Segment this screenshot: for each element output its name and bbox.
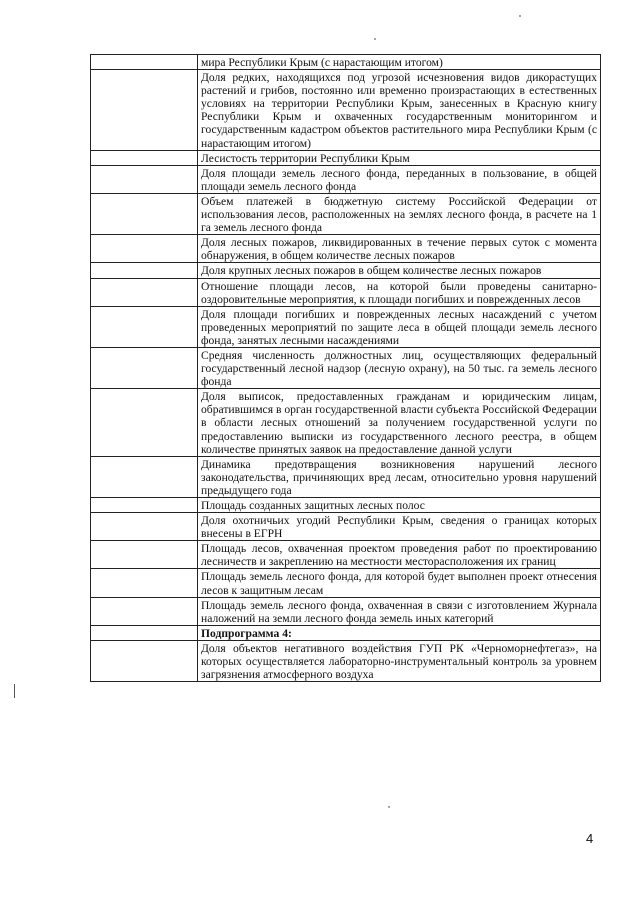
indicator-cell [198,193,601,234]
empty-cell [91,306,198,347]
indicator-text: Лесистость территории Республики Крым [201,151,410,165]
indicator-text: Площадь земель лесного фонда, для которой будет выполнен проект отнесения лесов к защитным лесам [201,570,597,597]
table-row [91,640,601,681]
indicator-cell [198,347,601,388]
table-row [91,306,601,347]
indicator-cell [198,165,601,193]
indicator-cell [198,640,601,681]
indicator-text: Динамика предотвращения возникновения нарушений лесного законодательства, причиняющих вред лесам, относительно уровня нарушений предыдущего года [201,457,597,497]
indicator-text: Площадь лесов, охваченная проектом проведения работ по проектированию лесничеств и закреплению на местности месторасположения их границ [201,542,597,569]
indicator-cell [198,498,601,513]
scan-speck [519,15,521,17]
indicator-text: Доля выписок, предоставленных гражданам и юридическим лицам, обратившимся в орган государственной власти субъекта Российской Федерации в области лесных отношений за получением государственной услуги по предоставлению выписки из государственного лесного реестра, в общем количестве принятых заявок на предоставление данной услуги [201,390,597,456]
empty-cell [91,541,198,569]
indicator-cell [198,513,601,541]
indicator-text: Средняя численность должностных лиц, осуществляющих федеральный государственный лесной надзор (лесную охрану), на 50 тыс. га земель лесного фонда [201,348,597,389]
table-row [91,541,601,569]
scan-speck [374,38,376,40]
indicator-cell [198,625,601,640]
indicator-text: Доля крупных лесных пожаров в общем количестве лесных пожаров [201,264,542,278]
table-row [91,513,601,541]
subprogram-heading: Подпрограмма 4: [201,626,292,640]
table-body [91,55,601,682]
table-row [91,456,601,497]
indicator-cell [198,456,601,497]
indicator-text: Доля охотничьих угодий Республики Крым, сведения о границах которых внесены в ЕГРН [201,514,597,541]
table-row [91,70,601,151]
empty-cell [91,193,198,234]
indicator-cell [198,55,601,70]
empty-cell [91,235,198,263]
scan-mark [14,684,15,698]
indicator-text: Доля объектов негативного воздействия ГУП РК «Черноморнефтегаз», на которых осуществляется лабораторно-инструментальный контроль за уровнем загрязнения атмосферного воздуха [201,641,597,682]
indicators-table [90,54,601,682]
empty-cell [91,389,198,456]
table-row [91,193,601,234]
table-row [91,625,601,640]
empty-cell [91,597,198,625]
empty-cell [91,498,198,513]
indicator-text: Доля редких, находящихся под угрозой исчезновения видов дикорастущих растений и грибов, постоянно или временно произрастающих в естественных условиях на территории Республики Крым, занесенных в Красную книгу Республики Крым и охваченных государственным мониторингом и государственным кадастром объектов растительного мира Республики Крым (с нарастающим итогом) [201,71,597,150]
indicator-cell [198,597,601,625]
indicator-text: Доля площади земель лесного фонда, переданных в пользование, в общей площади земель лесного фонда [201,166,597,193]
empty-cell [91,263,198,278]
indicator-cell [198,278,601,306]
indicator-text: Доля площади погибших и поврежденных лесных насаждений с учетом проведенных мероприятий по защите леса в общей площади земель лесного фонда, занятых лесными насаждениями [201,307,597,347]
indicator-text: Доля лесных пожаров, ликвидированных в течение первых суток с момента обнаружения, в общем количестве лесных пожаров [201,236,597,263]
scan-speck [388,806,390,808]
indicator-cell [198,235,601,263]
table-row [91,150,601,165]
empty-cell [91,569,198,597]
table-row [91,55,601,70]
empty-cell [91,55,198,70]
empty-cell [91,278,198,306]
indicator-cell [198,70,601,151]
empty-cell [91,513,198,541]
indicator-text: Площадь земель лесного фонда, охваченная в связи с изготовлением Журнала наложений на земли лесного фонда земель иных категорий [201,598,597,625]
page-number: 4 [586,831,594,846]
table-row [91,597,601,625]
indicator-text: Объем платежей в бюджетную систему Российской Федерации от использования лесов, расположенных на землях лесного фонда, в расчете на 1 га земель лесного фонда [201,194,597,235]
indicator-text: Отношение площади лесов, на которой были проведены санитарно-оздоровительные мероприятия, к площади погибших и поврежденных лесов [201,279,597,306]
empty-cell [91,70,198,151]
table-row [91,278,601,306]
indicator-cell [198,389,601,456]
indicator-cell [198,569,601,597]
table-row [91,235,601,263]
indicator-cell [198,150,601,165]
empty-cell [91,640,198,681]
empty-cell [91,625,198,640]
indicator-cell [198,541,601,569]
table-row [91,347,601,388]
table-row [91,498,601,513]
indicator-cell [198,306,601,347]
indicator-text: мира Республики Крым (с нарастающим итогом) [201,56,443,69]
empty-cell [91,150,198,165]
table-row [91,165,601,193]
table-row [91,569,601,597]
empty-cell [91,347,198,388]
table-row [91,263,601,278]
indicator-text: Площадь созданных защитных лесных полос [201,499,425,512]
empty-cell [91,165,198,193]
indicator-cell [198,263,601,278]
empty-cell [91,456,198,497]
table-row [91,389,601,456]
